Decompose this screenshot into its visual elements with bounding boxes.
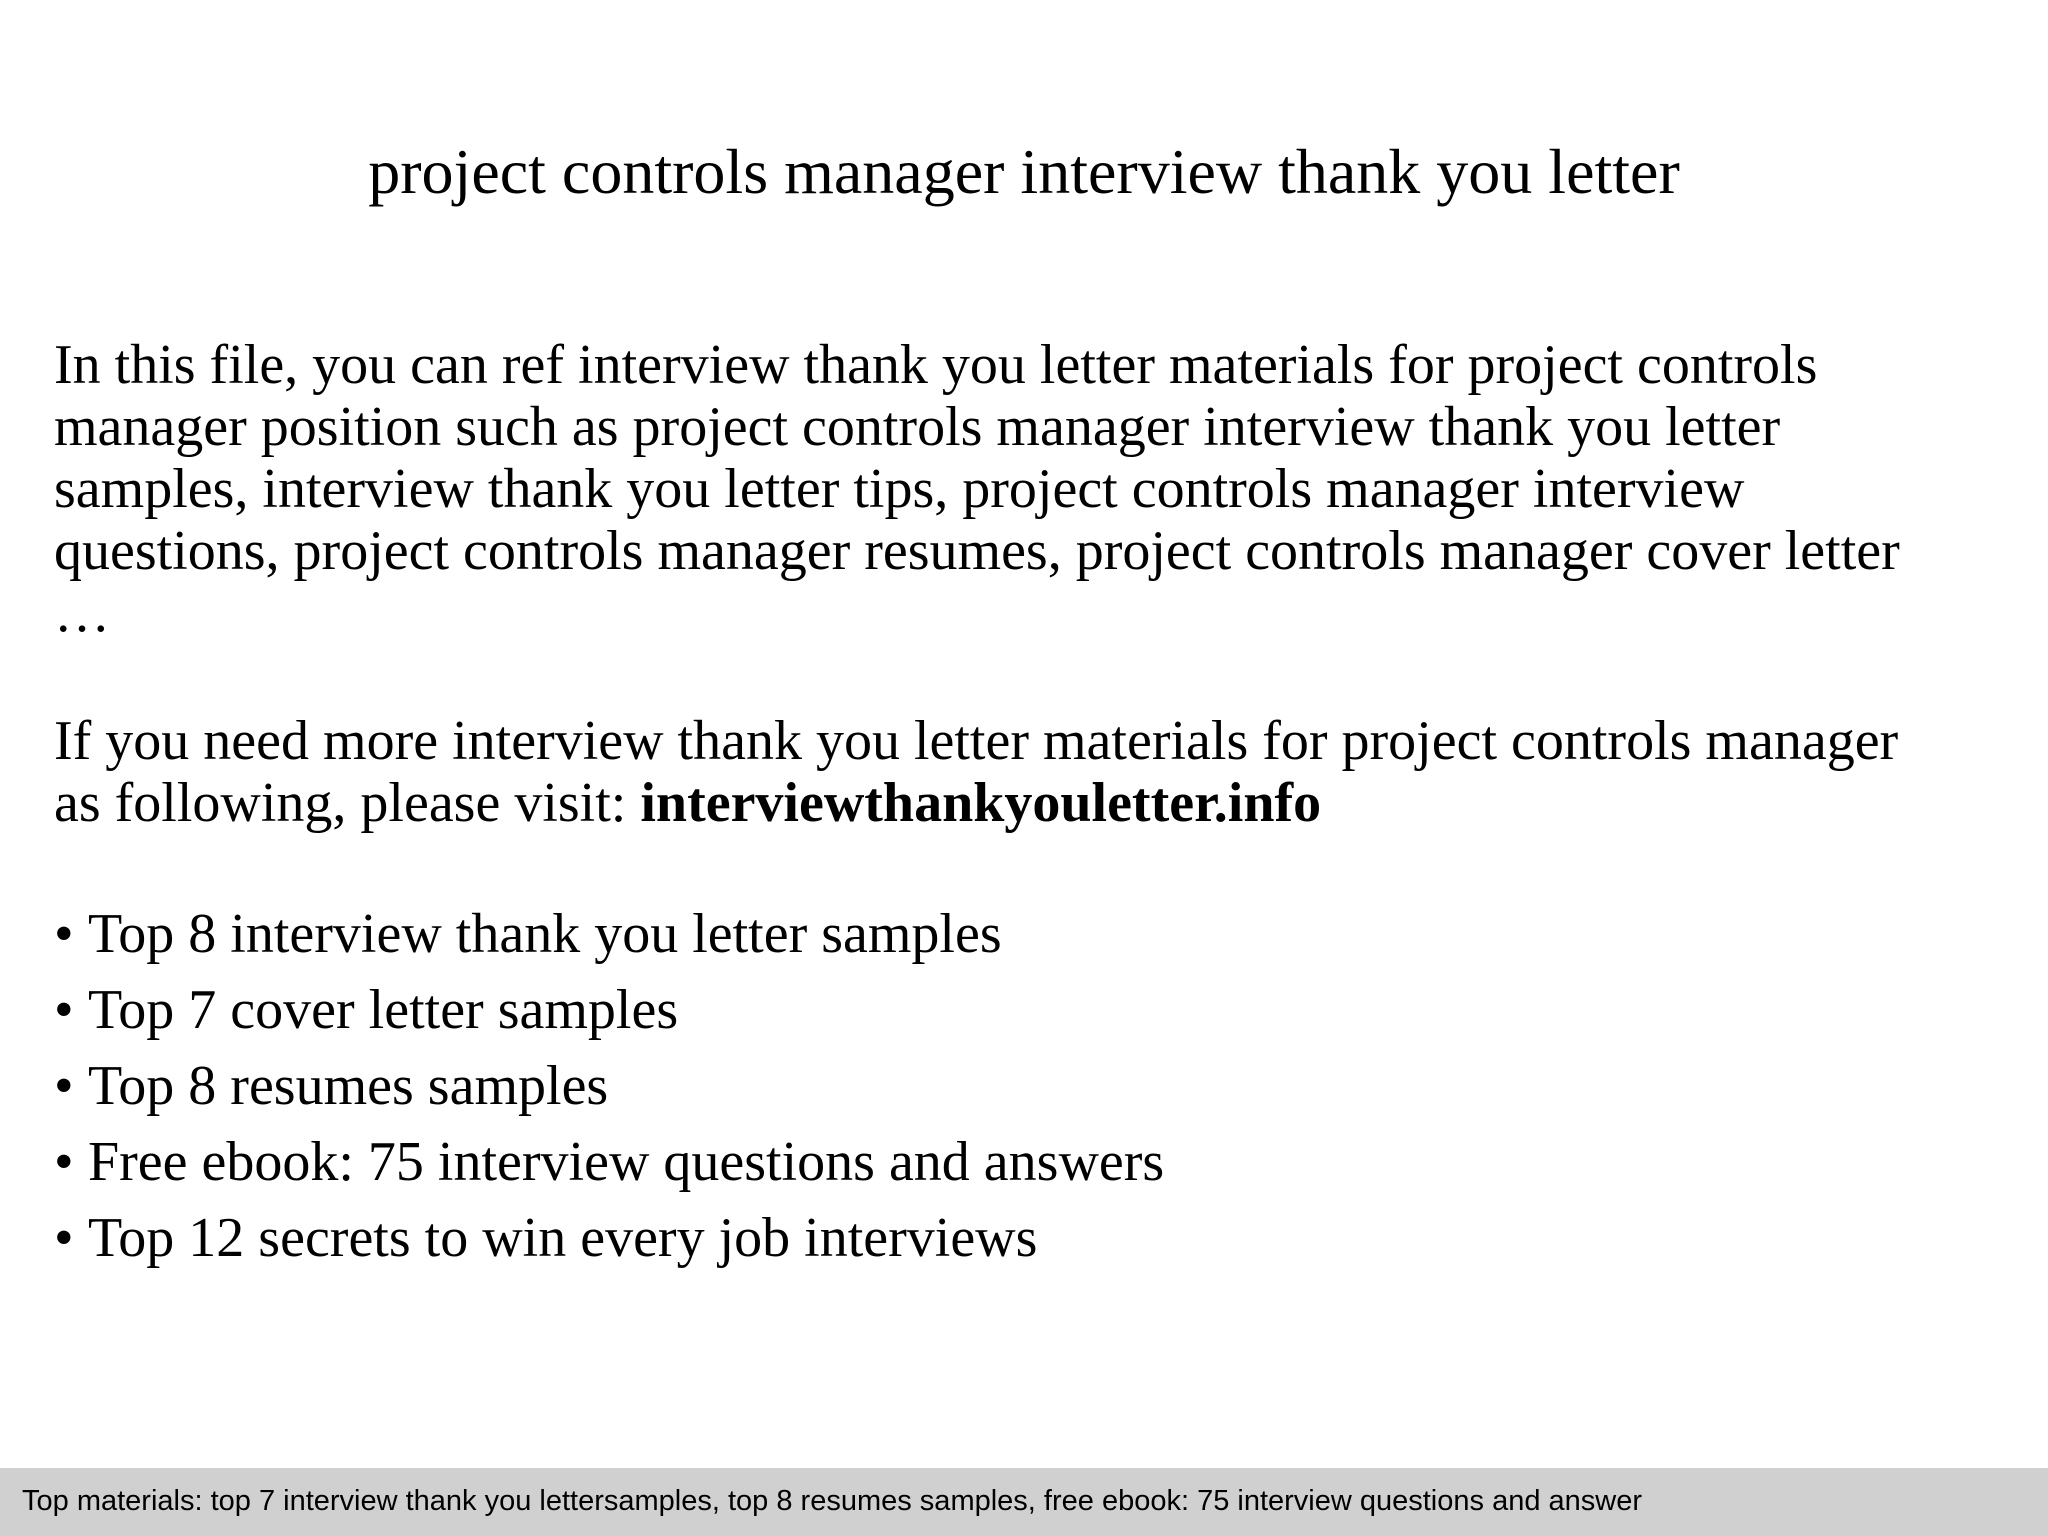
page-title: project controls manager interview thank you letter: [368, 136, 1680, 207]
bullet-icon: •: [54, 1207, 74, 1269]
bullet-icon: •: [54, 1131, 74, 1193]
intro-paragraph: [54, 334, 2014, 644]
intro-line: In this file, you can ref interview thank you letter materials for project controls: [54, 334, 1818, 396]
list-item: [54, 896, 2014, 972]
intro-line: samples, interview thank you letter tips, project controls manager interview: [54, 458, 1745, 520]
visit-paragraph: [54, 710, 2014, 834]
list-item: [54, 1200, 2014, 1276]
materials-list: [54, 896, 2014, 1276]
list-item: [54, 1124, 2014, 1200]
list-item: [54, 1048, 2014, 1124]
footer-bar: [0, 1468, 2048, 1536]
list-item-text: Top 7 cover letter samples: [88, 979, 679, 1041]
visit-prefix: as following, please visit:: [54, 772, 641, 834]
list-item-text: Top 12 secrets to win every job interviews: [88, 1207, 1038, 1269]
intro-line: questions, project controls manager resumes, project controls manager cover letter: [54, 520, 1900, 582]
intro-ellipsis: …: [54, 582, 110, 644]
list-item-text: Free ebook: 75 interview questions and answers: [88, 1131, 1165, 1193]
list-item-text: Top 8 resumes samples: [88, 1055, 609, 1117]
list-item: [54, 972, 2014, 1048]
bullet-icon: •: [54, 979, 74, 1041]
visit-line: If you need more interview thank you letter materials for project controls manager: [54, 710, 1899, 772]
website-link[interactable]: interviewthankyouletter.info: [640, 772, 1322, 834]
list-item-text: Top 8 interview thank you letter samples: [88, 903, 1002, 965]
footer-text: Top materials: top 7 interview thank you lettersamples, top 8 resumes samples, free ebook: 75 interview questions and answer: [22, 1485, 1642, 1517]
visit-line-with-link: [54, 772, 2014, 834]
intro-line: manager position such as project controls manager interview thank you letter: [54, 396, 1781, 458]
bullet-icon: •: [54, 1055, 74, 1117]
bullet-icon: •: [54, 903, 74, 965]
